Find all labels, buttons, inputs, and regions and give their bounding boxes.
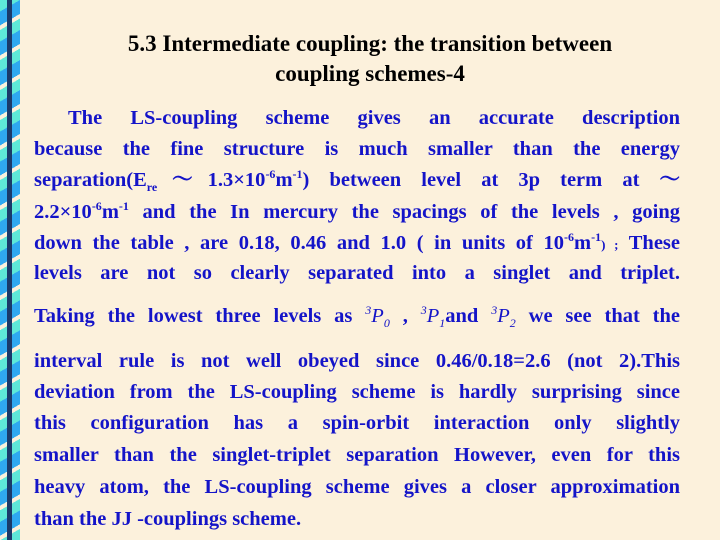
body-line: down the table , are 0.18, 0.46 and 1.0 ( in units of $10^{-6}m^{-1}$) ; These [34, 230, 680, 254]
slide-title-line-2: coupling schemes-4 [275, 61, 465, 86]
body-line: smaller than the singlet-triplet separation However, even for this [34, 444, 680, 466]
body-line: $2.2\times 10^{-6}m^{-1}$ and the In mercury the spacings of the levels , going [34, 199, 680, 223]
body-line: because the fine structure is much smaller than the energy [34, 138, 680, 160]
body-line: levels are not so clearly separated into a singlet and triplet. [34, 262, 680, 284]
body-line: heavy atom, the LS-coupling scheme gives a closer approximation [34, 476, 680, 498]
body-line: $separation(E_{re}\sim 1.3\times 10^{-6}m^{-1})$ between level at 3p term at ～ [34, 167, 680, 195]
body-line: deviation from the LS-coupling scheme is hardly surprising since [34, 381, 680, 403]
body-line: interval rule is not well obeyed since 0.46/0.18=2.6 (not 2).This [34, 350, 680, 372]
body-line: The LS-coupling scheme gives an accurate description [68, 107, 680, 129]
slide-title-line-1: 5.3 Intermediate coupling: the transition between [127, 31, 613, 56]
decorative-border [0, 0, 20, 540]
body-line: Taking the lowest three levels as $^3P_0$ , $^3P_1and$ $^3P_2$ we see that the [34, 303, 681, 331]
body-line: than the JJ -couplings scheme. [34, 508, 302, 530]
body-line: this configuration has a spin-orbit interaction only slightly [34, 412, 680, 434]
